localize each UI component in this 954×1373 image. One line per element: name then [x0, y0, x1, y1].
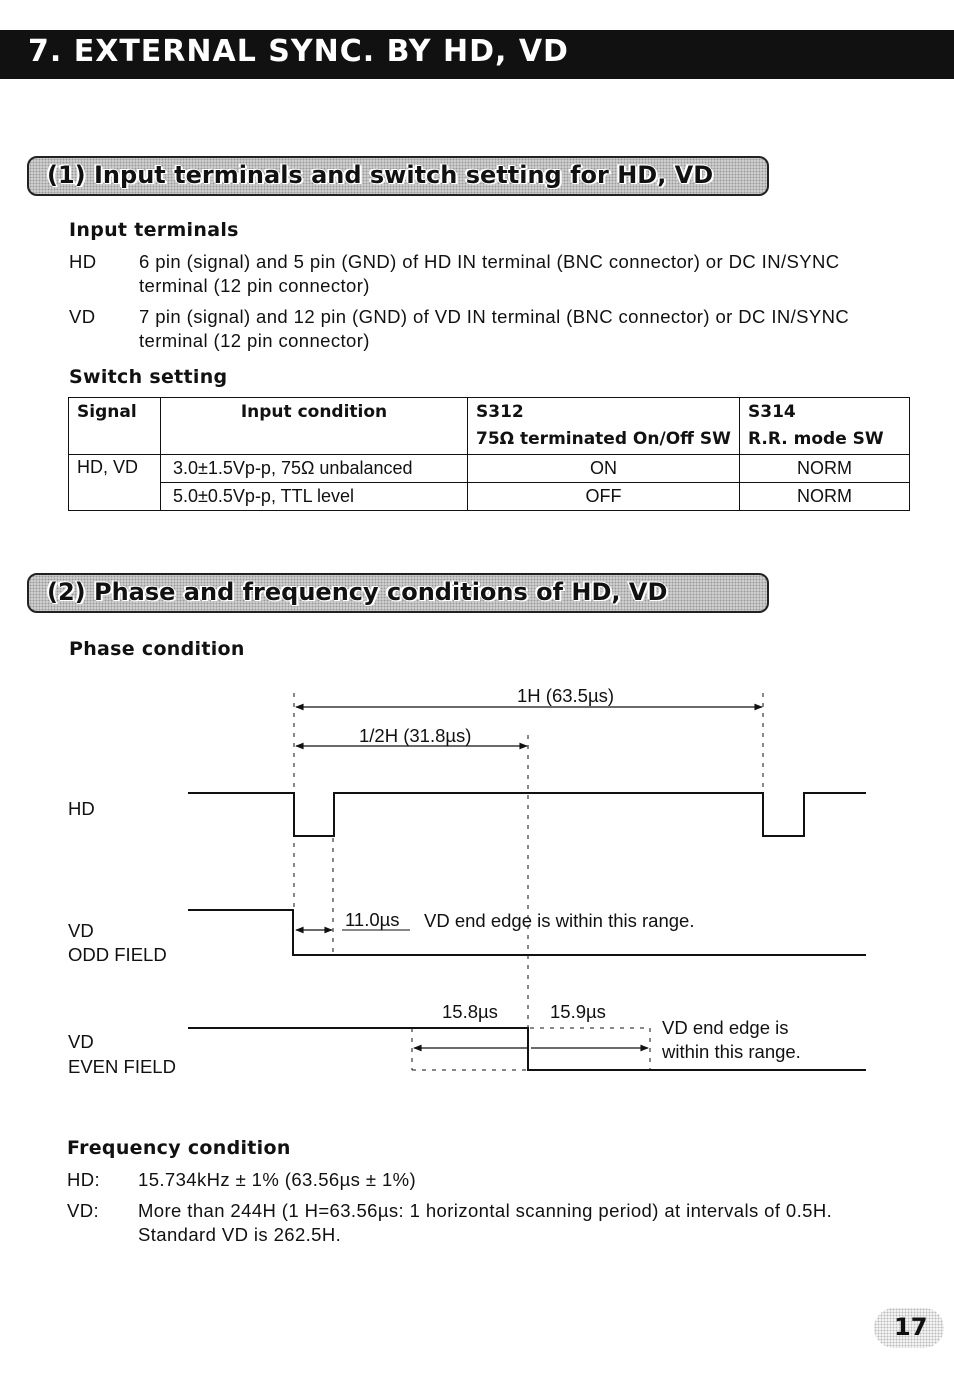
header-s314: S314 R.R. mode SW: [740, 398, 910, 455]
even-note-1: VD end edge is: [662, 1017, 789, 1038]
vd-odd-label-1: VD: [68, 920, 94, 941]
page-title: 7. EXTERNAL SYNC. BY HD, VD: [28, 34, 569, 69]
section-2-title: (2) Phase and frequency conditions of HD, VD: [47, 578, 668, 606]
title-bar: [0, 30, 954, 79]
timing-diagram: [0, 680, 954, 1100]
odd-time-label: 11.0µs: [345, 909, 400, 930]
vd-odd-label-2: ODD FIELD: [68, 944, 167, 965]
vd-term: VD: [69, 306, 96, 327]
half-h-label: 1/2H (31.8µs): [359, 725, 472, 746]
s312-cell: ON: [468, 455, 740, 483]
condition-cell: 3.0±1.5Vp-p, 75Ω unbalanced: [161, 455, 468, 483]
frequency-vd-line-2: Standard VD is 262.5H.: [138, 1224, 342, 1245]
hd-term: HD: [69, 251, 97, 272]
condition-cell: 5.0±0.5Vp-p, TTL level: [161, 483, 468, 511]
phase-condition-heading: Phase condition: [69, 638, 245, 660]
section-2-banner: [27, 573, 769, 613]
page-number: 17: [894, 1313, 928, 1341]
page-number-badge: [874, 1308, 944, 1348]
one-h-label: 1H (63.5µs): [517, 685, 615, 706]
hd-label: HD: [68, 798, 95, 819]
header-signal: Signal: [69, 398, 161, 455]
vd-description: [139, 305, 919, 353]
even-note-2: within this range.: [662, 1041, 801, 1062]
hd-description: [139, 250, 919, 298]
s314-cell: NORM: [740, 455, 910, 483]
table-row: [69, 455, 910, 483]
switch-setting-heading: Switch setting: [69, 366, 228, 388]
section-1-title: (1) Input terminals and switch setting for HD, VD: [47, 161, 714, 189]
frequency-condition-heading: Frequency condition: [67, 1137, 291, 1159]
hd-waveform: [188, 793, 866, 836]
frequency-vd-value: [138, 1199, 928, 1247]
vd-description-line-1: 7 pin (signal) and 12 pin (GND) of VD IN terminal (BNC connector) or DC IN/SYNC: [139, 306, 850, 327]
hd-description-line-2: terminal (12 pin connector): [139, 275, 370, 296]
vd-even-label-2: EVEN FIELD: [68, 1056, 176, 1077]
hd-description-line-1: 6 pin (signal) and 5 pin (GND) of HD IN terminal (BNC connector) or DC IN/SYNC: [139, 251, 840, 272]
vd-description-line-2: terminal (12 pin connector): [139, 330, 370, 351]
section-1-banner: [27, 156, 769, 196]
even-left-time-label: 15.8µs: [442, 1001, 498, 1022]
dimension-arrows: [296, 707, 762, 1048]
even-right-time-label: 15.9µs: [550, 1001, 606, 1022]
table-row: [69, 483, 910, 511]
input-terminals-heading: Input terminals: [69, 219, 239, 241]
switch-setting-table: [68, 397, 910, 511]
table-header-row: [69, 398, 910, 455]
signal-cell: HD, VD: [69, 455, 161, 511]
s314-cell: NORM: [740, 483, 910, 511]
frequency-vd-term: VD:: [67, 1200, 100, 1221]
header-input-condition: Input condition: [161, 398, 468, 455]
header-s312: S312 75Ω terminated On/Off SW: [468, 398, 740, 455]
vd-even-label-1: VD: [68, 1031, 94, 1052]
odd-note: VD end edge is within this range.: [424, 910, 695, 931]
s312-cell: OFF: [468, 483, 740, 511]
frequency-hd-term: HD:: [67, 1169, 101, 1190]
guide-lines: [294, 693, 763, 1070]
frequency-hd-value: 15.734kHz ± 1% (63.56µs ± 1%): [138, 1169, 417, 1190]
frequency-vd-line-1: More than 244H (1 H=63.56µs: 1 horizontal scanning period) at intervals of 0.5H.: [138, 1200, 833, 1221]
